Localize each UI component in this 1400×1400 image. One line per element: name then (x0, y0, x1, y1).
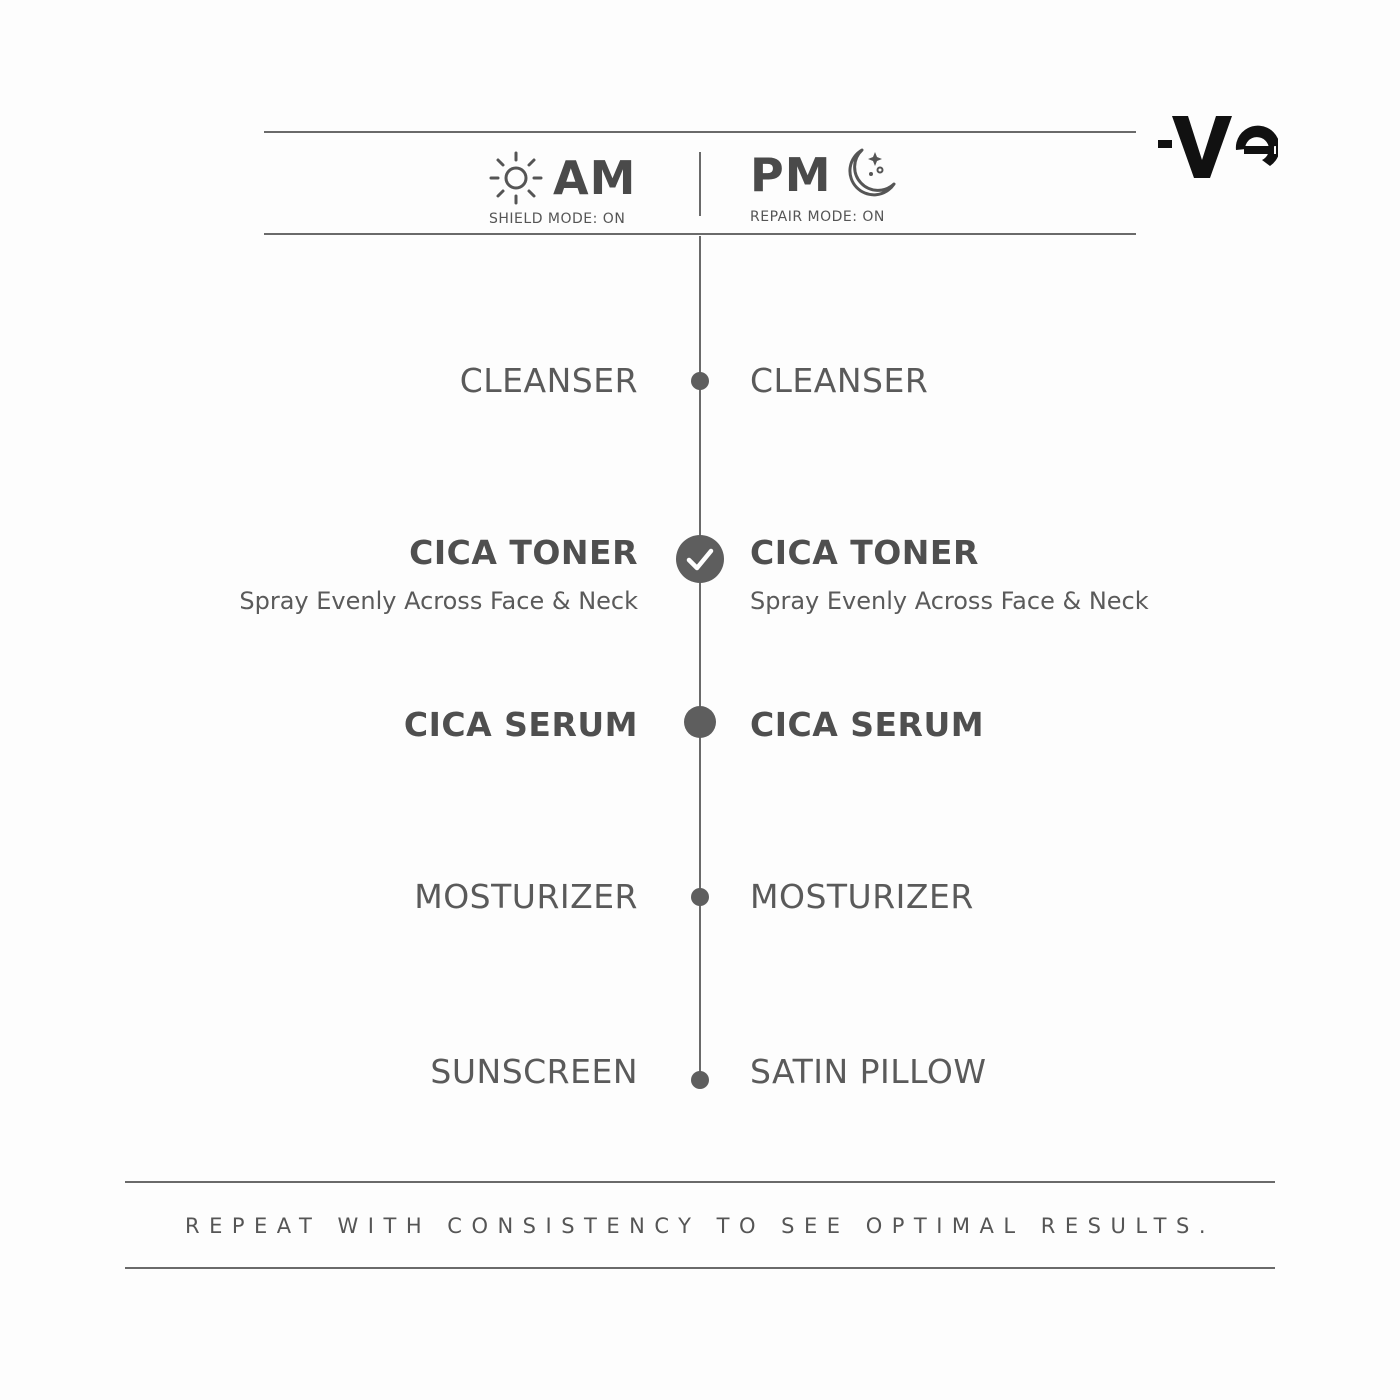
timeline-line (699, 236, 701, 1080)
pm-step-cica-serum: CICA SERUM (750, 705, 985, 744)
pm-title: PM (750, 148, 832, 202)
pm-step-cleanser: CLEANSER (750, 361, 929, 400)
pm-step-cica-toner-note: Spray Evenly Across Face & Neck (750, 587, 1149, 615)
am-subtitle: SHIELD MODE: ON (489, 211, 626, 227)
moon-stars-icon (838, 144, 900, 202)
footer-tagline: REPEAT WITH CONSISTENCY TO SEE OPTIMAL RESULTS. (185, 1214, 1215, 1238)
pm-step-moisturizer: MOSTURIZER (750, 877, 974, 916)
am-step-cica-toner-note: Spray Evenly Across Face & Neck (239, 587, 638, 615)
header-top-rule (264, 131, 1136, 133)
sun-icon (488, 150, 544, 206)
footer-bottom-rule (125, 1267, 1275, 1269)
timeline-dot (691, 372, 709, 390)
am-step-cleanser: CLEANSER (459, 361, 638, 400)
header-bottom-rule (264, 233, 1136, 235)
timeline-dot-large (684, 706, 716, 738)
pm-subtitle: REPAIR MODE: ON (750, 209, 885, 225)
pm-step-cica-toner: CICA TONER (750, 533, 979, 572)
timeline-dot (691, 1071, 709, 1089)
am-step-cica-serum: CICA SERUM (403, 705, 638, 744)
brand-logo (1158, 110, 1278, 182)
check-circle-icon (676, 535, 724, 583)
pm-step-satin-pillow: SATIN PILLOW (750, 1052, 987, 1091)
am-step-sunscreen: SUNSCREEN (430, 1052, 638, 1091)
am-step-cica-toner: CICA TONER (409, 533, 638, 572)
timeline-dot (691, 888, 709, 906)
header-divider (699, 152, 701, 216)
footer-top-rule (125, 1181, 1275, 1183)
am-step-moisturizer: MOSTURIZER (414, 877, 638, 916)
am-title: AM (553, 151, 637, 205)
